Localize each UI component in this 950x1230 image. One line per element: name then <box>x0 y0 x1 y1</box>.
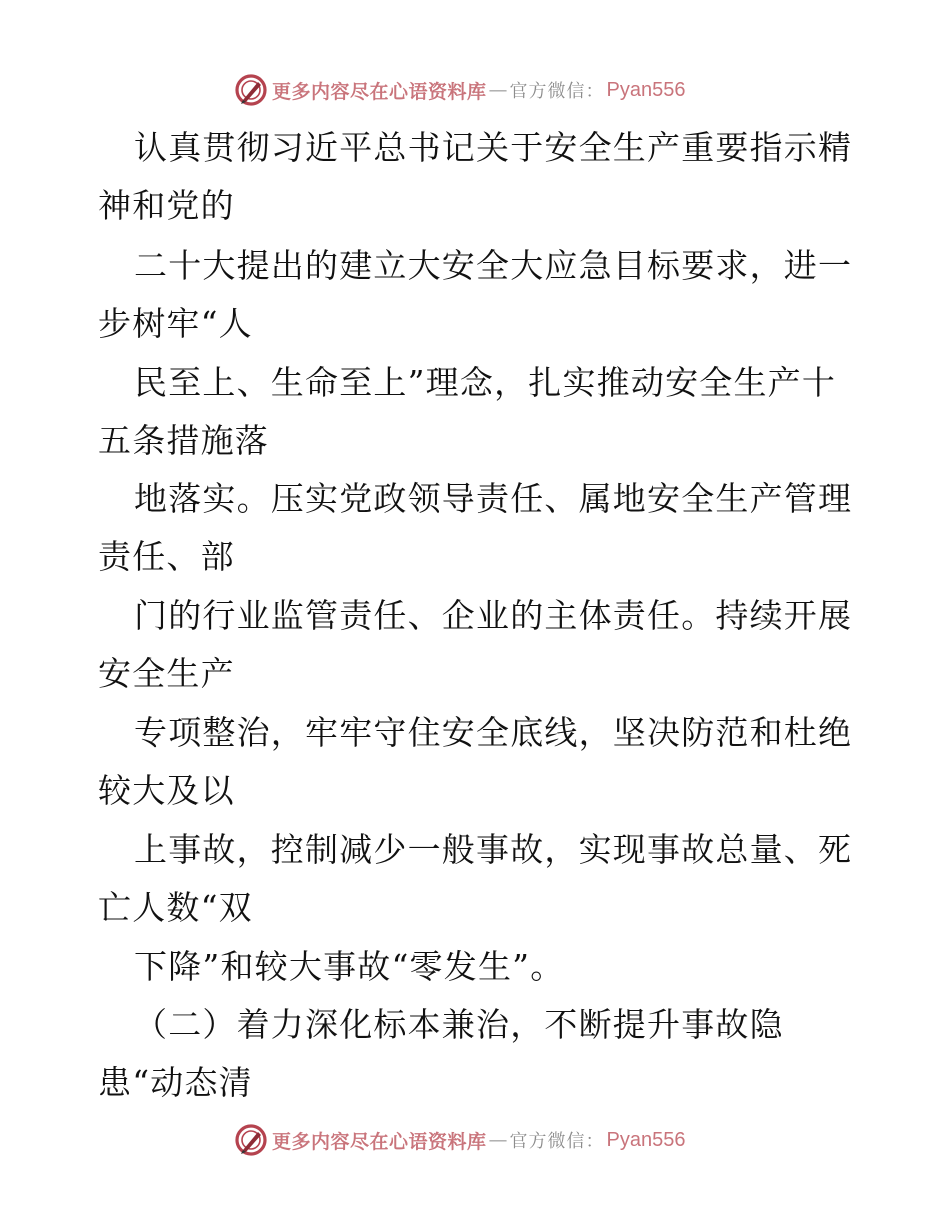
body-line: 责任、部 <box>98 537 235 576</box>
footer-banner <box>0 1120 950 1160</box>
body-line: 民至上、生命至上”理念，扎实推动安全生产十 <box>134 363 837 402</box>
body-line: （二）着力深化标本兼治，不断提升事故隐 <box>134 1005 784 1044</box>
body-line: 地落实。压实党政领导责任、属地安全生产管理 <box>134 479 853 518</box>
banner-wechat-label: 官方微信： <box>509 81 605 102</box>
body-line: 较大及以 <box>98 771 235 810</box>
banner-dash: — <box>488 1129 508 1151</box>
body-line: 二十大提出的建立大安全大应急目标要求，进一 <box>134 246 853 285</box>
body-line: 认真贯彻习近平总书记关于安全生产重要指示精 <box>134 128 853 167</box>
body-line: 患“动态清 <box>98 1063 253 1102</box>
banner-title: 更多内容尽在心语资料库 <box>272 80 487 103</box>
body-line: 五条措施落 <box>98 421 269 460</box>
banner-wechat-label: 官方微信： <box>509 1131 605 1152</box>
banner-wechat-id: Pyan556 <box>606 1128 686 1151</box>
banner-title: 更多内容尽在心语资料库 <box>272 1130 487 1153</box>
body-line: 专项整治，牢牢守住安全底线，坚决防范和杜绝 <box>134 713 853 752</box>
body-line: 门的行业监管责任、企业的主体责任。持续开展 <box>134 596 853 635</box>
body-line: 神和党的 <box>98 186 235 225</box>
body-line: 下降”和较大事故“零发生”。 <box>134 947 565 986</box>
pen-logo-icon <box>234 73 268 107</box>
pen-logo-icon <box>234 1123 268 1157</box>
body-line: 上事故，控制减少一般事故，实现事故总量、死 <box>134 830 853 869</box>
header-banner <box>0 70 950 110</box>
body-line: 安全生产 <box>98 654 235 693</box>
body-line: 步树牢“人 <box>98 304 253 343</box>
banner-wechat-id: Pyan556 <box>606 78 686 101</box>
body-line: 亡人数“双 <box>98 888 253 927</box>
banner-dash: — <box>488 79 508 101</box>
